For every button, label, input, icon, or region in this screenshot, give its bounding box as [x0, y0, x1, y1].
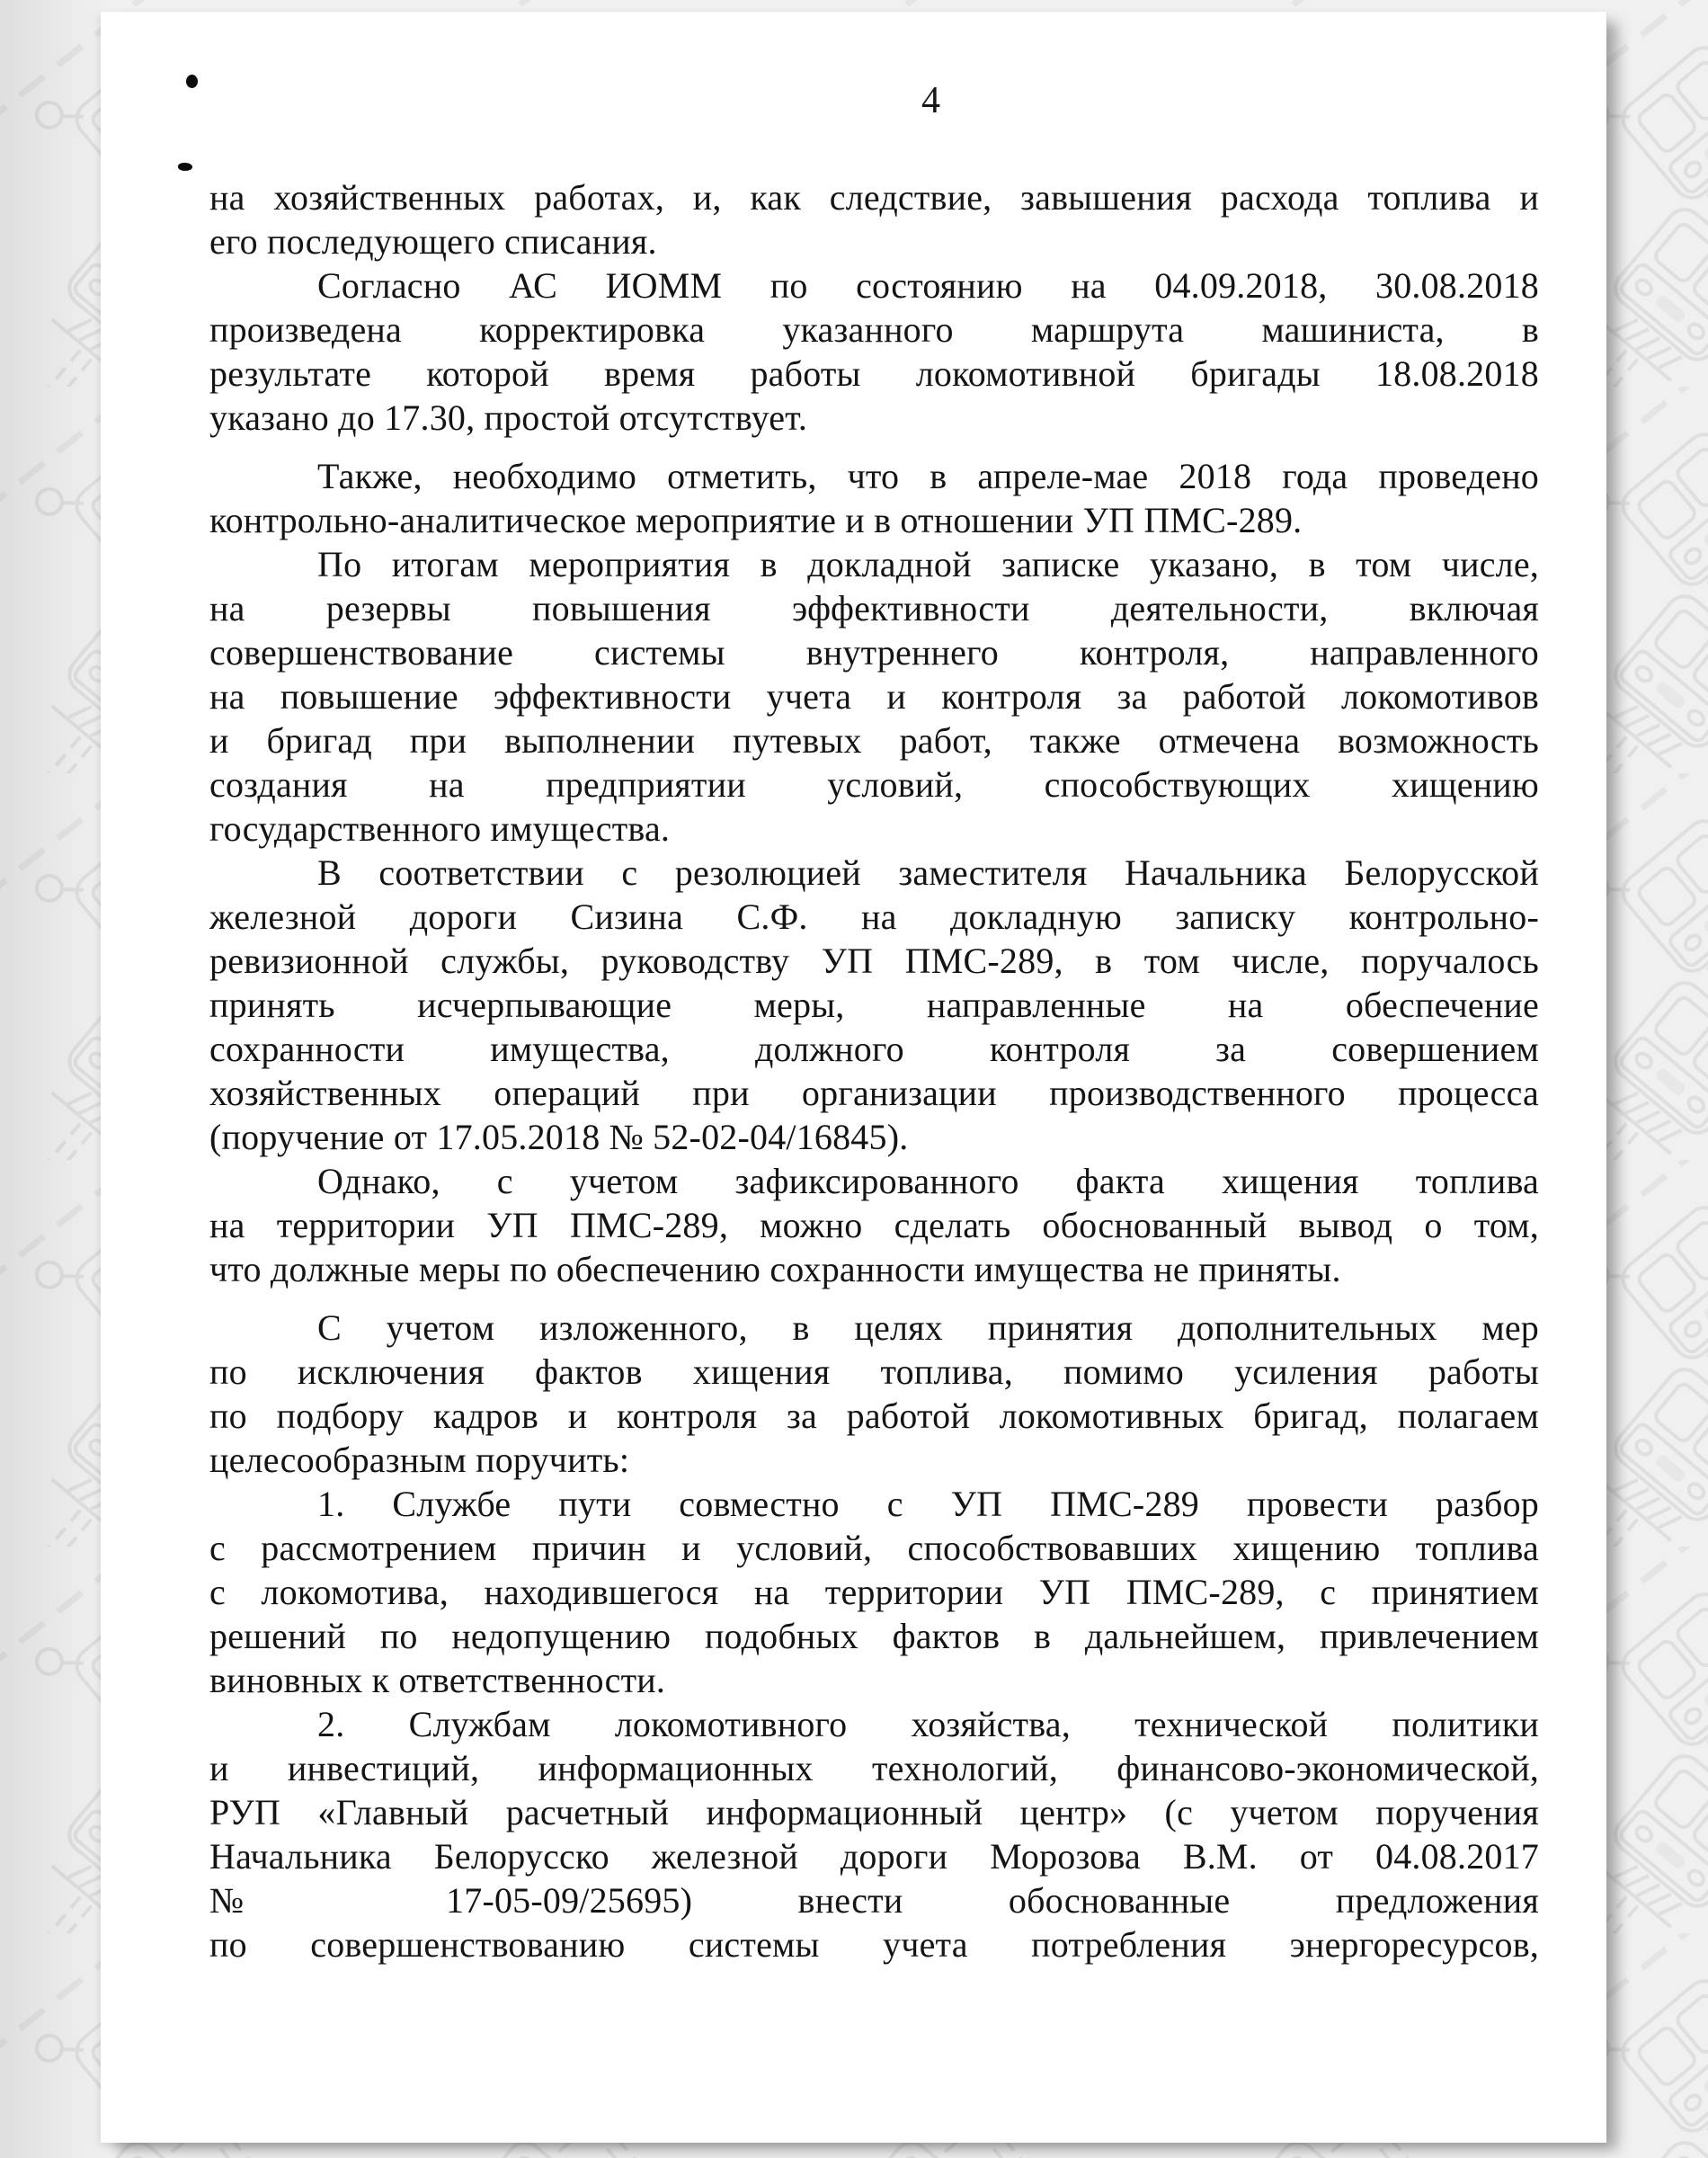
text-line: на хозяйственных работах, и, как следствие, завышения расхода топлива и — [209, 177, 1539, 218]
paragraph — [209, 1159, 1539, 1291]
text-line: контрольно-аналитическое мероприятие и в отношении УП ПМС-289. — [209, 500, 1303, 540]
text-line: с рассмотрением причин и условий, способствовавших хищению топлива — [209, 1528, 1539, 1568]
text-line: сохранности имущества, должного контроля за совершением — [209, 1029, 1539, 1069]
text-line: государственного имущества. — [209, 808, 671, 849]
text-line: Согласно АС ИОММ по состоянию на 04.09.2018, 30.08.2018 — [317, 265, 1539, 306]
text-line: хозяйственных операций при организации производственного процесса — [209, 1073, 1539, 1113]
text-line: и инвестиций, информационных технологий, финансово-экономической, — [209, 1748, 1539, 1788]
text-line: принять исчерпывающие меры, направленные на обеспечение — [209, 985, 1539, 1025]
text-line: В соответствии с резолюцией заместителя Начальника Белорусской — [317, 852, 1539, 893]
text-line: и бригад при выполнении путевых работ, также отмечена возможность — [209, 720, 1539, 761]
text-line: результате которой время работы локомотивной бригады 18.08.2018 — [209, 353, 1539, 394]
text-line: Однако, с учетом зафиксированного факта хищения топлива — [317, 1161, 1539, 1201]
text-line: РУП «Главный расчетный информационный центр» (с учетом поручения — [209, 1792, 1539, 1833]
paragraph — [209, 542, 1539, 851]
text-line: его последующего списания. — [209, 221, 657, 262]
text-line: решений по недопущению подобных фактов в дальнейшем, привлечением — [209, 1616, 1539, 1656]
text-line: по совершенствованию системы учета потребления энергоресурсов, — [209, 1924, 1539, 1965]
text-line: Также, необходимо отметить, что в апреле-мае 2018 года проведено — [317, 456, 1539, 496]
text-line: по подбору кадров и контроля за работой локомотивных бригад, полагаем — [209, 1396, 1539, 1436]
text-line: 2. Службам локомотивного хозяйства, технической политики — [317, 1704, 1539, 1744]
text-line: по исключения фактов хищения топлива, помимо усиления работы — [209, 1351, 1539, 1392]
paragraph — [209, 1702, 1539, 1966]
text-line: на повышение эффективности учета и контроля за работой локомотивов — [209, 676, 1539, 717]
text-line: ревизионной службы, руководству УП ПМС-289, в том числе, поручалось — [209, 941, 1539, 981]
backdrop-shade — [0, 0, 108, 2158]
text-line: создания на предприятии условий, способствующих хищению — [209, 764, 1539, 805]
text-line: По итогам мероприятия в докладной записке указано, в том числе, — [317, 544, 1539, 584]
paragraph — [209, 263, 1539, 440]
text-line: целесообразным поручить: — [209, 1440, 630, 1480]
text-line: на территории УП ПМС-289, можно сделать обоснованный вывод о том, — [209, 1205, 1539, 1245]
paragraph — [209, 175, 1539, 263]
text-line: указано до 17.30, простой отсутствует. — [209, 397, 808, 438]
scan-speck — [186, 75, 198, 88]
text-line: с локомотива, находившегося на территории УП ПМС-289, с принятием — [209, 1572, 1539, 1612]
document-body — [209, 175, 1539, 1966]
document-page — [101, 12, 1606, 2143]
text-line: совершенствование системы внутреннего контроля, направленного — [209, 632, 1539, 673]
text-line: что должные меры по обеспечению сохранности имущества не приняты. — [209, 1249, 1341, 1289]
text-line: Начальника Белорусско железной дороги Морозова В.М. от 04.08.2017 — [209, 1836, 1539, 1877]
text-line: 1. Службе пути совместно с УП ПМС-289 провести разбор — [317, 1484, 1539, 1524]
paragraph — [209, 1306, 1539, 1482]
text-line: С учетом изложенного, в целях принятия дополнительных мер — [317, 1307, 1539, 1348]
paragraph — [209, 851, 1539, 1159]
text-line: на резервы повышения эффективности деятельности, включая — [209, 588, 1539, 629]
page-number: 4 — [921, 80, 940, 121]
scan-speck — [178, 163, 192, 171]
text-line: железной дороги Сизина С.Ф. на докладную записку контрольно- — [209, 896, 1539, 937]
text-line: № 17-05-09/25695) внести обоснованные предложения — [209, 1880, 1539, 1921]
text-line: виновных к ответственности. — [209, 1660, 666, 1700]
paragraph — [209, 454, 1539, 542]
text-line: (поручение от 17.05.2018 № 52-02-04/16845). — [209, 1117, 909, 1157]
paragraph — [209, 1482, 1539, 1702]
text-line: произведена корректировка указанного маршрута машиниста, в — [209, 309, 1539, 350]
